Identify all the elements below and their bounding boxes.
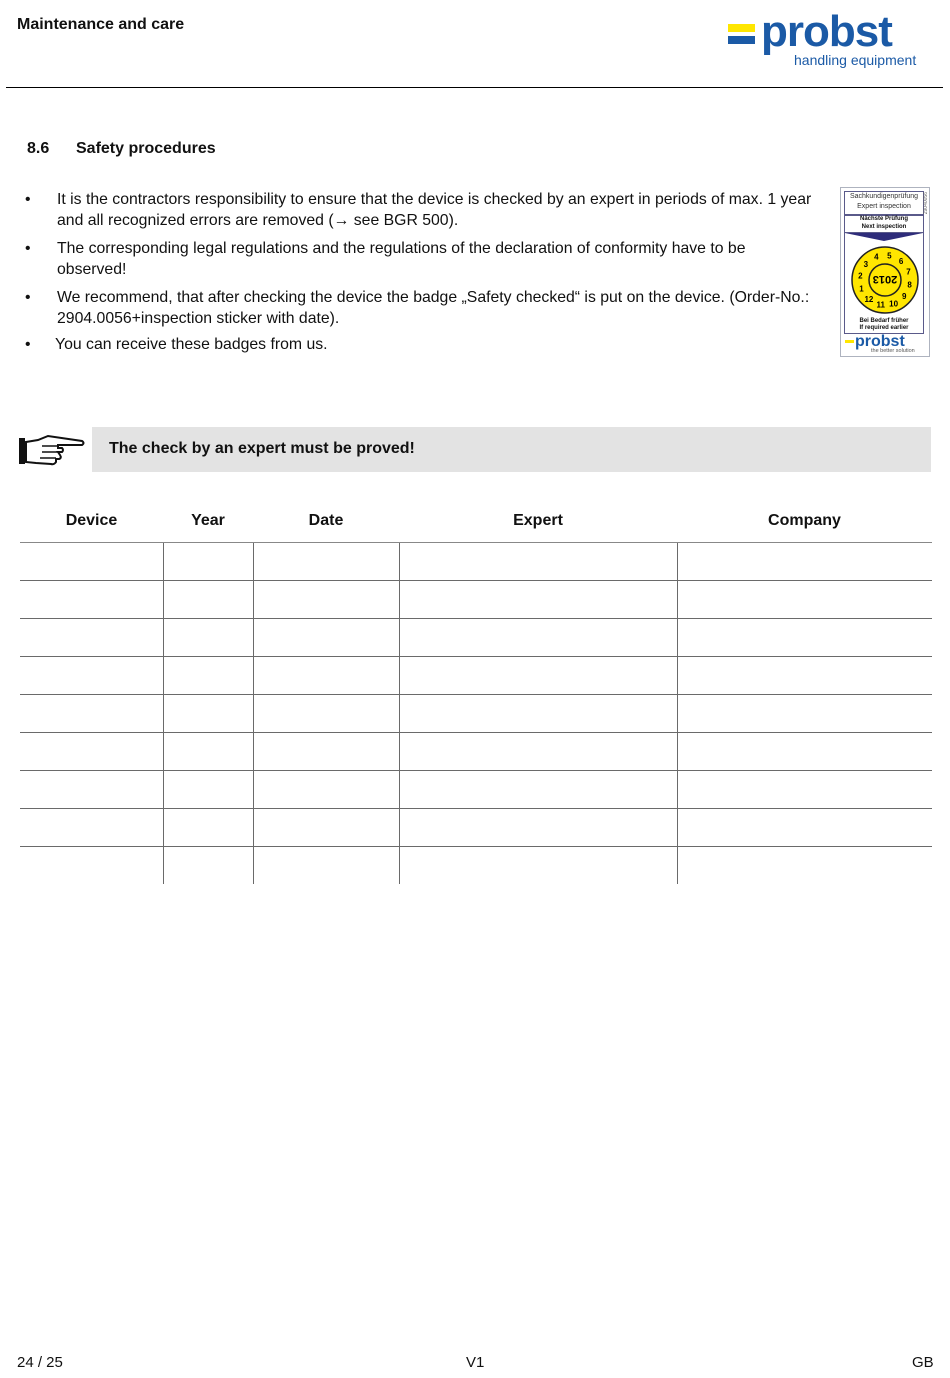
page-number: 24 / 25: [17, 1354, 63, 1371]
badge-title: Sachkundigenprüfung Expert inspection: [844, 191, 924, 215]
disc-month-label: 2: [858, 271, 863, 281]
page-header-title: Maintenance and care: [17, 16, 185, 33]
badge-month-disc: [845, 244, 925, 316]
table-cell-device[interactable]: [20, 847, 163, 885]
table-cell-expert[interactable]: [399, 733, 677, 771]
table-cell-year[interactable]: [163, 771, 253, 809]
table-cell-expert[interactable]: [399, 695, 677, 733]
logo-blue-bar: [728, 36, 755, 44]
disc-month-label: 10: [889, 299, 899, 309]
bullet-item: • We recommend, that after checking the device the badge „Safety checked“ is put on the device. (Order-No.: 2904.0056+inspection sticker with date).: [25, 287, 815, 329]
logo-tagline: handling equipment: [794, 52, 917, 68]
probst-logo: [726, 7, 936, 74]
table-cell-device[interactable]: [20, 657, 163, 695]
column-header-year: Year: [163, 500, 253, 543]
column-header-device: Device: [20, 500, 163, 543]
section-title: Safety procedures: [76, 140, 216, 157]
logo-wordmark: probst: [761, 7, 892, 56]
table-cell-company[interactable]: [677, 771, 932, 809]
pointing-hand-icon: [18, 432, 86, 468]
table-cell-date[interactable]: [253, 695, 399, 733]
badge-arrow-icon: [845, 233, 923, 241]
language-label: GB: [912, 1354, 934, 1371]
table-row: [20, 809, 932, 847]
table-header-row: [20, 500, 932, 543]
table-cell-company[interactable]: [677, 809, 932, 847]
table-cell-expert[interactable]: [399, 657, 677, 695]
table-cell-device[interactable]: [20, 695, 163, 733]
table-cell-date[interactable]: [253, 657, 399, 695]
version-label: V1: [466, 1354, 485, 1371]
table-cell-date[interactable]: [253, 733, 399, 771]
table-cell-company[interactable]: [677, 657, 932, 695]
disc-month-label: 8: [907, 280, 912, 290]
notice-box: [92, 427, 931, 472]
table-cell-year[interactable]: [163, 809, 253, 847]
table-cell-date[interactable]: [253, 771, 399, 809]
column-header-date: Date: [253, 500, 399, 543]
table-cell-device[interactable]: [20, 809, 163, 847]
table-row: [20, 543, 932, 581]
safety-bullet-list: [25, 189, 815, 362]
bullet-item: • It is the contractors responsibility to ensure that the device is checked by an expert in periods of max. 1 year and all recognized errors are removed (→ see BGR 500).: [25, 189, 815, 231]
table-cell-expert[interactable]: [399, 809, 677, 847]
section-heading: [27, 140, 216, 158]
notice-text: The check by an expert must be proved!: [109, 440, 415, 457]
table-row: [20, 733, 932, 771]
table-row: [20, 581, 932, 619]
table-cell-year[interactable]: [163, 543, 253, 581]
table-cell-device[interactable]: [20, 619, 163, 657]
table-cell-expert[interactable]: [399, 619, 677, 657]
table-cell-date[interactable]: [253, 619, 399, 657]
table-cell-company[interactable]: [677, 581, 932, 619]
table-cell-date[interactable]: [253, 847, 399, 885]
table-cell-company[interactable]: [677, 695, 932, 733]
column-header-company: Company: [677, 500, 932, 543]
inspection-badge-image: [840, 187, 930, 357]
table-cell-company[interactable]: [677, 619, 932, 657]
table-cell-date[interactable]: [253, 581, 399, 619]
table-cell-device[interactable]: [20, 543, 163, 581]
table-row: [20, 771, 932, 809]
bullet-item: • You can receive these badges from us.: [25, 334, 815, 355]
table-cell-expert[interactable]: [399, 847, 677, 885]
table-cell-date[interactable]: [253, 543, 399, 581]
badge-footer-text: Bei Bedarf früher If required earlier: [859, 318, 909, 331]
disc-month-label: 9: [901, 292, 907, 302]
table-row: [20, 657, 932, 695]
table-row: [20, 847, 932, 885]
section-number: 8.6: [27, 140, 50, 157]
table-row: [20, 695, 932, 733]
badge-slogan: the better solution: [871, 348, 915, 354]
disc-month-label: 4: [874, 252, 879, 262]
table-cell-company[interactable]: [677, 847, 932, 885]
table-cell-device[interactable]: [20, 771, 163, 809]
column-header-expert: Expert: [399, 500, 677, 543]
table-cell-expert[interactable]: [399, 543, 677, 581]
disc-month-label: 11: [876, 300, 885, 310]
disc-month-label: 7: [906, 267, 911, 277]
disc-month-label: 3: [863, 259, 869, 269]
disc-month-label: 6: [898, 256, 904, 266]
header-divider: [6, 87, 943, 88]
table-cell-year[interactable]: [163, 581, 253, 619]
badge-logo-bar: [845, 340, 854, 343]
table-cell-date[interactable]: [253, 809, 399, 847]
inspection-log-table: [20, 500, 932, 884]
table-cell-expert[interactable]: [399, 771, 677, 809]
table-cell-expert[interactable]: [399, 581, 677, 619]
table-cell-device[interactable]: [20, 733, 163, 771]
table-cell-year[interactable]: [163, 619, 253, 657]
table-cell-company[interactable]: [677, 543, 932, 581]
table-cell-company[interactable]: [677, 733, 932, 771]
bullet-item: • The corresponding legal regulations and the regulations of the declaration of conformity have to be observed!: [25, 238, 815, 280]
table-cell-year[interactable]: [163, 733, 253, 771]
table-cell-year[interactable]: [163, 657, 253, 695]
table-row: [20, 619, 932, 657]
badge-next-inspection: Nächste Prüfung Next inspection: [844, 215, 924, 233]
disc-month-label: 1: [859, 284, 864, 294]
badge-side-code: 29040056: [923, 192, 929, 215]
disc-year: 2013: [872, 273, 898, 285]
table-cell-device[interactable]: [20, 581, 163, 619]
table-cell-year[interactable]: [163, 847, 253, 885]
logo-yellow-bar: [728, 24, 755, 32]
badge-probst-logo: probst: [845, 334, 905, 350]
table-cell-year[interactable]: [163, 695, 253, 733]
disc-month-label: 5: [887, 251, 892, 261]
disc-month-label: 12: [864, 295, 874, 305]
